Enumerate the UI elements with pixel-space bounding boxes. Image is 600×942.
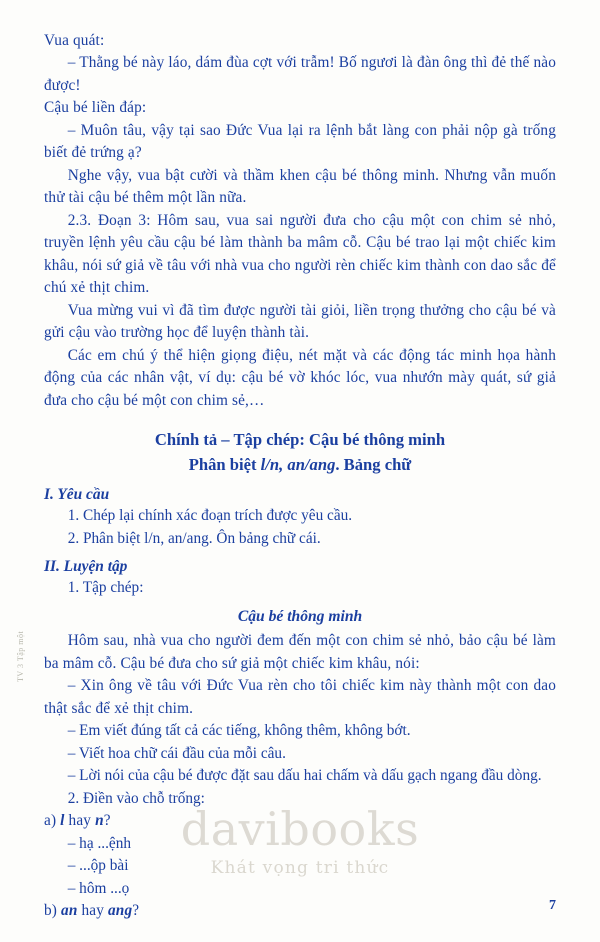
paragraph: – Muôn tâu, vậy tại sao Đức Vua lại ra lệnh bắt làng con phải nộp gà trống biết đẻ trứng ạ? — [44, 121, 556, 162]
paragraph: Vua quát: — [44, 32, 105, 49]
ex2a-item: – ...ộp bài — [67, 857, 129, 875]
ex2a-mid: hay — [64, 812, 96, 830]
ex2a-suffix: ? — [103, 812, 111, 830]
side-margin-note: TV 3 Tập một — [16, 630, 25, 682]
section-ii-item-1: 1. Tập chép: — [67, 578, 144, 596]
lesson-title-line-2 — [44, 453, 556, 478]
lesson-title — [44, 428, 556, 478]
paragraph: – Thằng bé này láo, dám đùa cợt với trẫm! Bố ngươi là đàn ông thì đẻ thế nào được! — [44, 54, 556, 94]
excerpt-title: Cậu bé thông minh — [237, 608, 363, 626]
section-i-item-2: 2. Phân biệt l/n, an/ang. Ôn bảng chữ cái. — [67, 529, 321, 547]
ex2b-mid: hay — [77, 902, 108, 920]
title-line2-prefix: Phân biệt — [188, 455, 261, 475]
ex2b-suffix: ? — [132, 902, 140, 920]
paragraph: 2.3. Đoạn 3: Hôm sau, vua sai người đưa cho cậu một con chim sẻ nhỏ, truyền lệnh yêu cầu cậu bé làm thành ba mâm cỗ. Cậu bé trao lại một chiếc kim khâu, nói sứ giả về tâu với nhà vua cho người rèn chiếc kim thành con dao sắc để chú xẻ thịt chim. — [44, 211, 556, 297]
bullet-item: – Em viết đúng tất cả các tiếng, không thêm, không bớt. — [67, 722, 411, 740]
exercise-2b-prompt — [44, 900, 556, 922]
title-line2-italic: l/n, an/ang — [260, 455, 336, 475]
ex2a-item: – hôm ...ọ — [67, 879, 130, 897]
bullet-item: – Lời nói của cậu bé được đặt sau dấu hai chấm và dấu gạch ngang đầu dòng. — [67, 767, 542, 785]
bullet-item: – Viết hoa chữ cái đầu của mỗi câu. — [67, 744, 286, 762]
section-i-item-1: 1. Chép lại chính xác đoạn trích được yêu cầu. — [67, 507, 353, 525]
page-number: 7 — [549, 898, 556, 913]
section-heading-i: I. Yêu cầu — [44, 486, 110, 504]
excerpt-paragraph: Hôm sau, nhà vua cho người đem đến một con chim sẻ nhỏ, bảo cậu bé làm ba mâm cỗ. Cậu bé đưa cho sứ giả một chiếc kim khâu, nói: — [44, 632, 556, 672]
paragraph: Vua mừng vui vì đã tìm được người tài giỏi, liền trọng thưởng cho cậu bé và gửi cậu vào trường học để luyện thành tài. — [44, 301, 556, 342]
ex2b-letters-an: an — [61, 902, 78, 920]
watermark-tagline: Khát vọng tri thức — [210, 858, 390, 878]
ex2a-letter-l: l — [60, 812, 65, 830]
ex2a-letter-n: n — [95, 812, 104, 830]
exercise-2a-prompt — [44, 810, 556, 832]
paragraph: Các em chú ý thể hiện giọng điệu, nét mặt và các động tác minh họa hành động của các nhân vật, ví dụ: cậu bé vờ khóc lóc, vua nhướn mày quát, sứ giả đưa cho cậu bé một con chim sẻ,… — [44, 346, 556, 409]
ex2b-letters-ang: ang — [108, 902, 133, 920]
ex2a-item: – hạ ...ệnh — [67, 834, 131, 852]
lesson-title-line-1: Chính tả – Tập chép: Cậu bé thông minh — [154, 430, 446, 450]
paragraph: Nghe vậy, vua bật cười và thầm khen cậu bé thông minh. Nhưng vẫn muốn thử tài cậu bé thêm một lần nữa. — [44, 166, 556, 207]
section-heading-ii: II. Luyện tập — [44, 557, 128, 575]
paragraph: Cậu bé liền đáp: — [44, 99, 147, 117]
ex2a-prefix: a) — [44, 812, 61, 830]
ex2b-prefix: b) — [44, 902, 62, 920]
exercise-2-label: 2. Điền vào chỗ trống: — [67, 789, 205, 807]
excerpt-paragraph: – Xin ông về tâu với Đức Vua rèn cho tôi chiếc kim này thành một con dao thật sắc để xẻ thịt chim. — [44, 677, 556, 717]
title-line2-suffix: . Bảng chữ — [335, 455, 412, 475]
watermark-brand: davibooks — [180, 802, 420, 856]
